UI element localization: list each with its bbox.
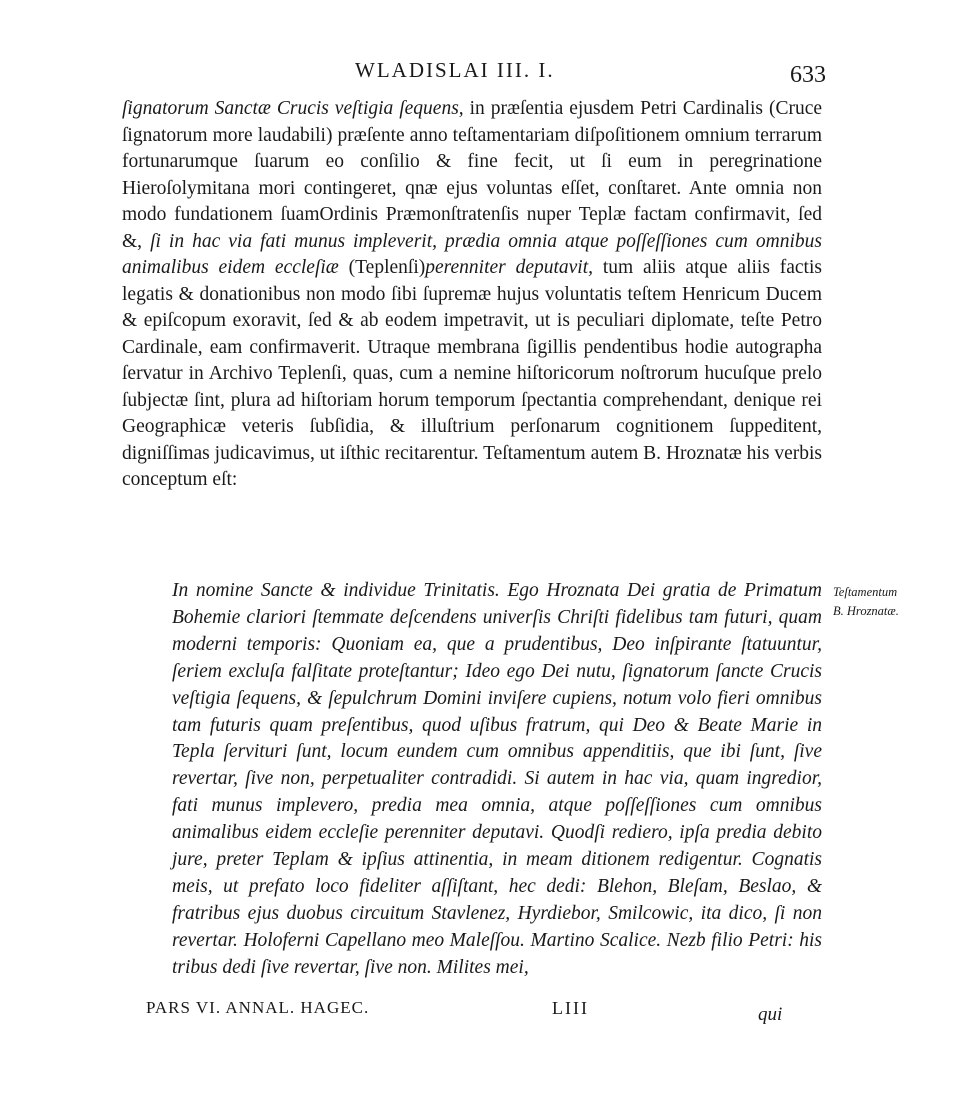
- margin-note: [833, 583, 958, 621]
- body-text-part1: in præſentia ejusdem Petri Cardinalis (Cruce ſignatorum more laudabili) præſente anno teſtamentariam diſpoſitionem omnium terrarum fortunarumque ſuarum eo conſilio & fine fecit, ut ſi eum in peregrinatione Hieroſolymitana mori contingeret, qnæ ejus voluntas eſſet, conſtaret. Ante omnia non modo fundationem ſuamOrdinis Præmonſtratenſis nuper Teplæ factam confirmavit, ſed &,: [122, 98, 823, 252]
- quire-mark: LIII: [552, 998, 589, 1018]
- testament-body: In nomine Sancte & individue Trinitatis. Ego Hroznata Dei gratia de Primatum Bohemie clariori ſtemmate deſcendens univerſis Chriſti fidelibus tam futuri, quam moderni temporis: Quoniam ea, que a prudentibus, Deo inſpirante ſtatuuntur, ſeriem excluſa falſitate proteſtantur; Ideo ego Dei nutu, ſignatorum ſancte Crucis veſtigia ſequens, & ſepulchrum Domini inviſere cupiens, notum volo fieri omnibus tam futuris quam preſentibus, quod uſibus fratrum, qui Deo & Beate Marie in Tepla ſervituri ſunt, locum eundem cum omnibus appenditiis, que ibi ſunt, ſive revertar, ſive non, perpetualiter contradidi. Si autem in hac via, quam ingredior, fati munus implevero, predia mea omnia, atque poſſeſſiones cum omnibus animalibus eidem eccleſie perenniter deputavi. Quodſi rediero, ipſa predia debito jure, preter Teplam & ipſius attinentia, in meam ditionem redigentur. Cognatis meis, ut prefato loco fideliter aſſiſtant, hec dedi: Blehon, Bleſam, Beslao, & fratribus ejus duobus circuitum Stavlenez, Hyrdiebor, Smilcowic, ita dico, ſi non revertar. Holoferni Capellano meo Maleſſou. Martino Scalice. Nezb filio Petri: his tribus dedi ſive revertar, ſive non. Milites mei,: [172, 580, 822, 978]
- testament-text: [122, 578, 822, 982]
- italic-quote-2: perenniter deputavit,: [425, 257, 594, 278]
- italic-quote-1: ſi in hac via fati munus impleverit, prædia omnia atque poſſeſſiones cum omnibus animalibus eidem eccleſiæ: [122, 230, 822, 278]
- body-text-part2: (Teplenſi): [338, 257, 426, 278]
- running-title: WLADISLAI III. I.: [355, 58, 555, 82]
- margin-note-line-1: Teſtamentum: [833, 585, 898, 599]
- body-text-part3: tum aliis atque aliis factis legatis & donationibus non modo ſibi ſupremæ hujus voluntatis teſtem Henricum Ducem & epiſcopum exoravit, ſed & ab eodem impetravit, ut is peculiari diplomate, teſte Petro Cardinale, eam confirmaverit. Utraque membrana ſigillis pendentibus hodie autographa ſervatur in Archivo Teplenſi, quas, cum a nemine hiſtoricorum noſtrorum hucuſque prelo ſubjectæ ſint, plura ad hiſtoriam horum temporum ſpectantia comprehendant, denique rei Geographicæ veteris ſubſidia, & illuſtrium perſonarum cognitionem ſuppeditent, digniſſimas judicavimus, ut iſthic recitarentur. Teſtamentum autem B. Hroznatæ his verbis conceptum eſt:: [122, 257, 822, 490]
- body-paragraph: [122, 96, 822, 494]
- margin-note-line-2: B. Hroznatæ.: [833, 604, 899, 618]
- page-number: 633: [790, 62, 826, 88]
- signature-line: PARS VI. ANNAL. HAGEC.: [146, 998, 370, 1017]
- catchword: qui: [758, 1004, 783, 1025]
- lead-italic-text: ſignatorum Sanctæ Crucis veſtigia ſequens,: [122, 98, 464, 119]
